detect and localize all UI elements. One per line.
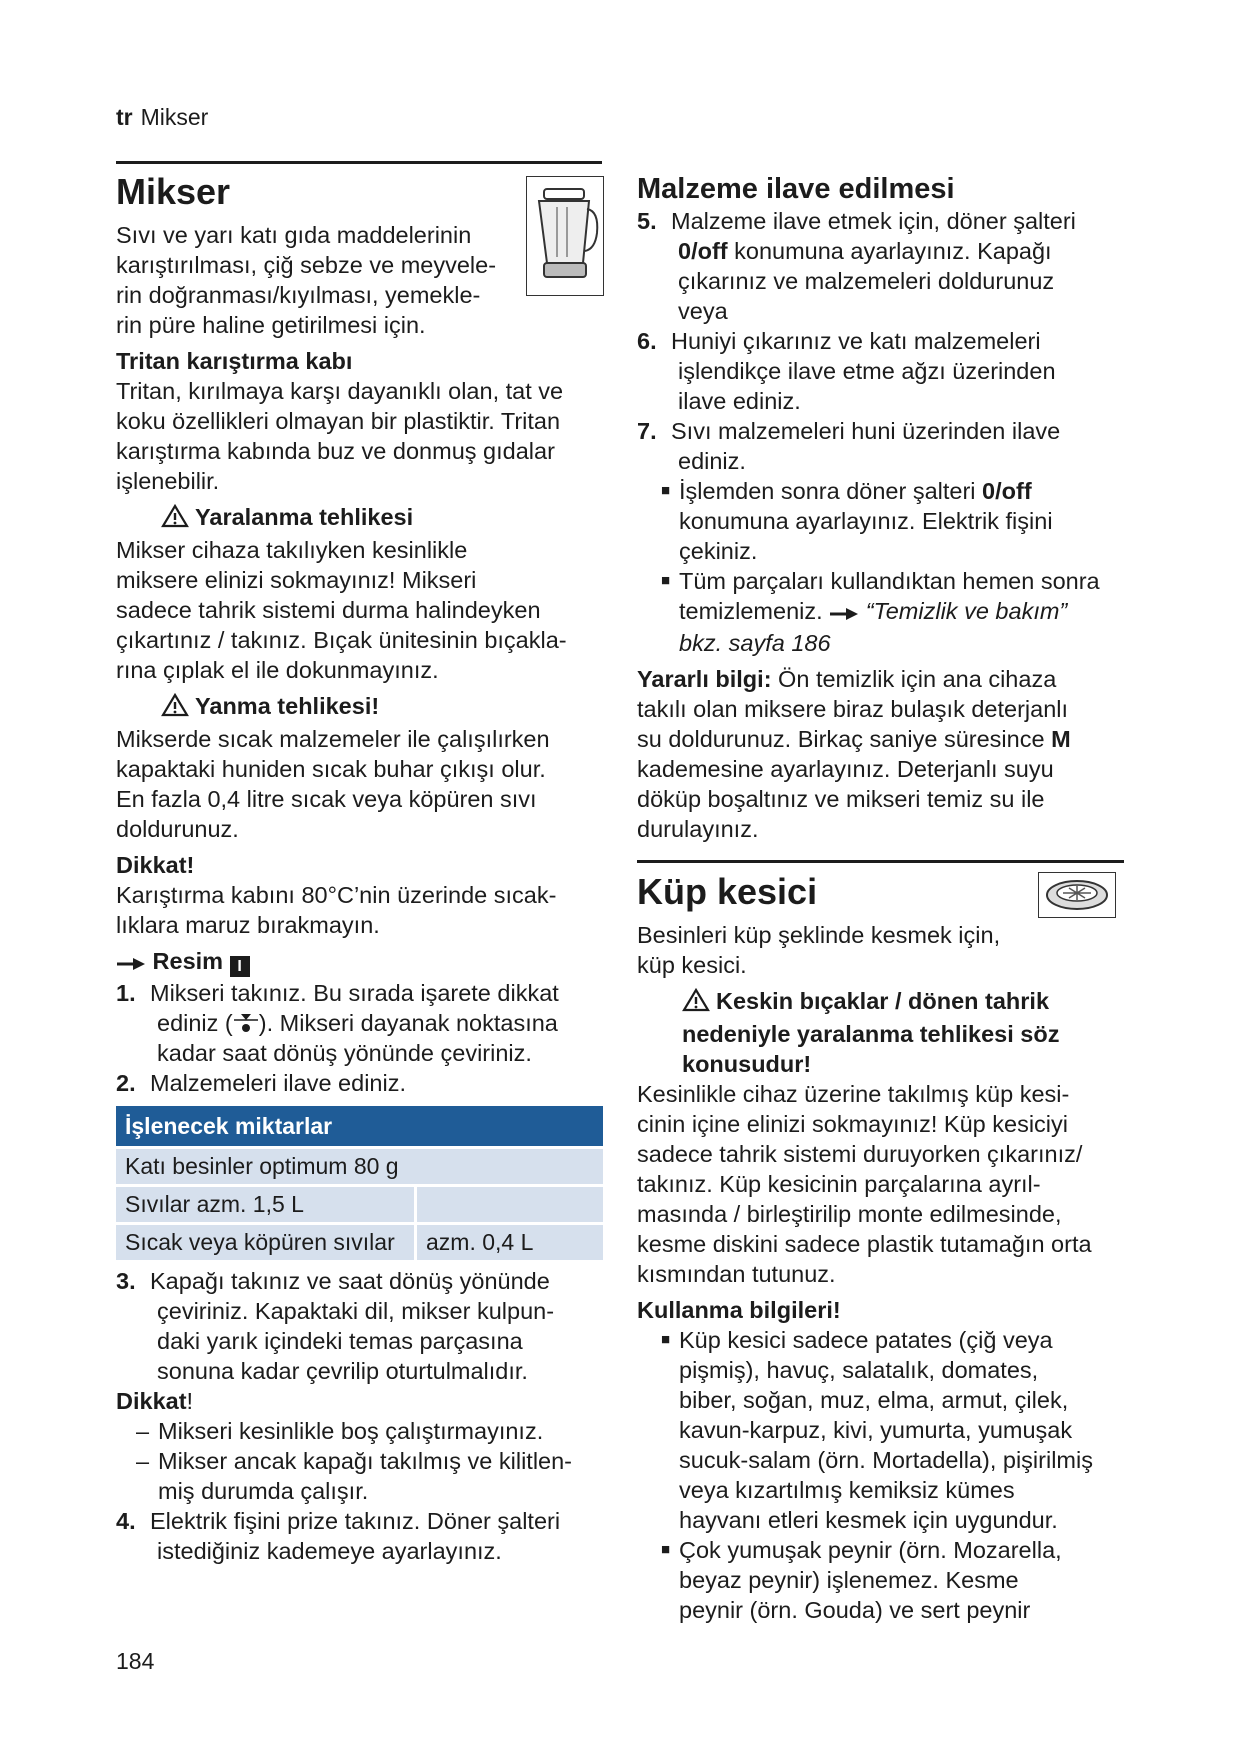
bullet-square-icon: ■ bbox=[661, 1541, 671, 1558]
bullet-text: konumuna ayarlayınız. Elektrik fişini bbox=[679, 508, 1053, 534]
speed-setting: M bbox=[1051, 725, 1071, 752]
injury-warning-line: miksere elinizi sokmayınız! Mikseri bbox=[116, 567, 477, 593]
step-number: 1. bbox=[116, 979, 136, 1006]
usage-heading: Kullanma bilgileri! bbox=[637, 1297, 841, 1323]
arrow-right-icon bbox=[829, 598, 859, 628]
step-4-line: istediğiniz kademeye ayarlayınız. bbox=[157, 1537, 502, 1564]
right-title-rule bbox=[637, 860, 1124, 863]
intro-line: rin püre haline getirilmesi için. bbox=[116, 312, 426, 338]
step-1 bbox=[116, 978, 606, 1068]
step-3-line: çeviriniz. Kapaktaki dil, mikser kulpun- bbox=[157, 1297, 555, 1324]
bullet-text: sucuk-salam (örn. Mortadella), pişirilmiş bbox=[679, 1447, 1093, 1473]
add-ingredients-heading: Malzeme ilave edilmesi bbox=[637, 173, 955, 205]
burn-warning-line: doldurunuz. bbox=[116, 816, 239, 842]
step-4-line: Elektrik fişini prize takınız. Döner şalteri bbox=[150, 1507, 561, 1534]
step-6-line: Huniyi çıkarınız ve katı malzemeleri bbox=[671, 328, 1041, 354]
tip-line bbox=[637, 724, 1127, 754]
bullet-text: biber, soğan, muz, elma, armut, çilek, bbox=[679, 1387, 1069, 1413]
left-column bbox=[116, 170, 606, 1566]
bullet-item bbox=[637, 476, 1127, 566]
tritan-line: koku özellikleri olmayan bir plastiktir. Tritan bbox=[116, 408, 561, 434]
injury-warning-line: Mikser cihaza takılıyken kesinlikle bbox=[116, 537, 468, 563]
bullet-text: Küp kesici sadece patates (çiğ veya bbox=[679, 1327, 1053, 1353]
bullet-text: veya kızartılmış kemiksiz kümes bbox=[679, 1477, 1015, 1503]
bullet-item bbox=[637, 1325, 1127, 1535]
bullet-text: beyaz peynir) işlenemez. Kesme bbox=[679, 1567, 1019, 1593]
step-5 bbox=[637, 206, 1127, 326]
left-title-rule bbox=[116, 161, 602, 164]
step-4 bbox=[116, 1506, 606, 1566]
step-number: 7. bbox=[637, 418, 657, 444]
step-5-text: konumuna ayarlayınız. Kapağı bbox=[727, 238, 1052, 264]
cube-text-line: kısmından tutunuz. bbox=[637, 1261, 836, 1287]
step-6-line: ilave ediniz. bbox=[678, 388, 801, 414]
dash-item: – Mikseri kesinlikle boş çalıştırmayınız. bbox=[136, 1417, 544, 1444]
language-code: tr bbox=[116, 104, 133, 130]
tip-text: Ön temizlik için ana cihaza bbox=[771, 665, 1057, 692]
caution-heading: Dikkat! bbox=[116, 852, 195, 878]
step-1-line: Mikseri takınız. Bu sırada işarete dikkat bbox=[150, 979, 559, 1006]
bullet-item bbox=[637, 566, 1127, 658]
step-1-line bbox=[150, 1010, 558, 1036]
cross-reference-page: bkz. sayfa 186 bbox=[679, 629, 831, 656]
table-cell: Katı besinler optimum 80 g bbox=[116, 1147, 603, 1185]
step-7-line: Sıvı malzemeleri huni üzerinden ilave bbox=[671, 418, 1061, 444]
tip-line: döküp boşaltınız ve mikseri temiz su ile bbox=[637, 785, 1045, 812]
step-5-line: veya bbox=[678, 298, 728, 324]
step-6 bbox=[637, 326, 1127, 416]
warning-triangle-icon bbox=[682, 988, 710, 1019]
bullet-text: hayvanı etleri kesmek için uygundur. bbox=[679, 1507, 1058, 1533]
table-cell bbox=[416, 1185, 604, 1223]
tip-line: kademesine ayarlayınız. Deterjanlı suyu bbox=[637, 755, 1054, 782]
injury-warning-line: rına çıplak el ile dokunmayınız. bbox=[116, 657, 439, 683]
cube-text-line: kesme diskini sadece plastik tutamağın orta bbox=[637, 1231, 1092, 1257]
bullet-text: pişmiş), havuç, salatalık, domates, bbox=[679, 1357, 1039, 1383]
cube-text-line: takınız. Küp kesicinin parçalarına ayrıl- bbox=[637, 1171, 1041, 1197]
cross-reference-link[interactable]: “Temizlik ve bakım” bbox=[865, 598, 1068, 624]
bullet-text: Çok yumuşak peynir (örn. Mozarella, bbox=[679, 1537, 1062, 1563]
cube-warning-heading bbox=[637, 986, 1127, 1019]
table-row bbox=[116, 1185, 603, 1223]
caution-2-heading bbox=[116, 1386, 606, 1416]
bullet-text: Tüm parçaları kullandıktan hemen sonra bbox=[679, 568, 1100, 594]
step-1-text-b: ). Mikseri dayanak noktasına bbox=[258, 1009, 558, 1036]
cube-text-line: cinin içine elinizi sokmayınız! Küp kesiciyi bbox=[637, 1111, 1068, 1137]
cube-text-line: masında / birleştirilip monte edilmesinde, bbox=[637, 1201, 1062, 1227]
step-7 bbox=[637, 416, 1127, 476]
table-cell: Sıcak veya köpüren sıvılar bbox=[116, 1223, 416, 1260]
step-6-line: işlendikçe ilave etme ağzı üzerinden bbox=[678, 358, 1056, 384]
burn-warning-heading bbox=[116, 691, 606, 724]
bullet-square-icon: ■ bbox=[661, 1331, 671, 1348]
caution-2-label: Dikkat bbox=[116, 1387, 187, 1414]
burn-warning-line: En fazla 0,4 litre sıcak veya köpüren sıvı bbox=[116, 786, 537, 812]
bullet-text: çekiniz. bbox=[679, 538, 758, 564]
bullet-text: İşlemden sonra döner şalteri bbox=[679, 478, 983, 504]
injury-warning-line: sadece tahrik sistemi durma halindeyken bbox=[116, 597, 541, 623]
dash-item-text: Mikseri kesinlikle boş çalıştırmayınız. bbox=[158, 1417, 544, 1444]
step-number: 3. bbox=[116, 1267, 136, 1294]
step-1-line: kadar saat dönüş yönünde çeviriniz. bbox=[157, 1039, 532, 1066]
running-header bbox=[116, 104, 208, 131]
tip-label: Yararlı bilgi: bbox=[637, 665, 772, 692]
intro-line: rin doğranması/kıyılması, yemekle- bbox=[116, 282, 481, 308]
step-number: 2. bbox=[116, 1069, 136, 1096]
bullet-text: kavun-karpuz, kivi, yumurta, yumuşak bbox=[679, 1417, 1073, 1443]
step-3-line: sonuna kadar çevrilip oturtulmalıdır. bbox=[157, 1357, 528, 1384]
cube-text-line: sadece tahrik sistemi duruyorken çıkarınız/ bbox=[637, 1141, 1083, 1167]
step-number: 6. bbox=[637, 328, 657, 354]
bullet-text: peynir (örn. Gouda) ve sert peynir bbox=[679, 1597, 1031, 1623]
cube-cutter-title: Küp kesici bbox=[637, 871, 818, 912]
figure-label: Resim bbox=[152, 948, 224, 974]
step-number: 4. bbox=[116, 1507, 136, 1534]
caution-line: lıklara maruz bırakmayın. bbox=[116, 912, 380, 938]
cube-warning-line: Keskin bıçaklar / dönen tahrik bbox=[716, 988, 1050, 1014]
tip-text: su doldurunuz. Birkaç saniye süresince bbox=[637, 725, 1052, 752]
dash-item: – Mikser ancak kapağı takılmış ve kilitlen- miş durumda çalışır. bbox=[136, 1447, 573, 1504]
cube-warning-line: nedeniyle yaralanma tehlikesi söz bbox=[682, 1021, 1060, 1047]
step-7-line: ediniz. bbox=[678, 448, 746, 474]
table-header: İşlenecek miktarlar bbox=[116, 1106, 603, 1148]
table-row bbox=[116, 1147, 603, 1185]
mixer-title: Mikser bbox=[116, 171, 231, 212]
tritan-line: Tritan, kırılmaya karşı dayanıklı olan, tat ve bbox=[116, 378, 564, 404]
table-cell: azm. 0,4 L bbox=[416, 1223, 604, 1260]
quantities-table bbox=[116, 1106, 603, 1260]
caution-2-mark: ! bbox=[186, 1387, 194, 1414]
section-name: Mikser bbox=[140, 104, 209, 130]
step-2 bbox=[116, 1068, 606, 1098]
bullet-square-icon: ■ bbox=[661, 572, 671, 589]
step-2-text: Malzemeleri ilave ediniz. bbox=[150, 1069, 406, 1096]
step-3-line: Kapağı takınız ve saat dönüş yönünde bbox=[150, 1267, 550, 1294]
warning-triangle-icon bbox=[161, 693, 189, 724]
step-3 bbox=[116, 1266, 606, 1386]
warning-triangle-icon bbox=[161, 504, 189, 535]
arrow-right-icon bbox=[116, 948, 146, 978]
figure-reference bbox=[116, 946, 606, 978]
intro-line: Sıvı ve yarı katı gıda maddelerinin bbox=[116, 222, 472, 248]
step-5-line bbox=[671, 238, 1052, 264]
burn-warning-line: kapaktaki huniden sıcak buhar çıkışı olur. bbox=[116, 756, 546, 782]
table-cell: Sıvılar azm. 1,5 L bbox=[116, 1185, 416, 1223]
step-number: 5. bbox=[637, 208, 657, 234]
injury-warning-heading bbox=[116, 502, 606, 535]
caution-line: Karıştırma kabını 80°C’nin üzerinde sıcak- bbox=[116, 882, 557, 908]
injury-warning-line: çıkartınız / takınız. Bıçak ünitesinin bıçakla- bbox=[116, 627, 567, 653]
cube-text-line: Kesinlikle cihaz üzerine takılmış küp kesi- bbox=[637, 1081, 1070, 1107]
bullet-square-icon: ■ bbox=[661, 482, 671, 499]
tip-line: takılı olan miksere biraz bulaşık deterjanlı bbox=[637, 695, 1069, 722]
burn-warning-line: Mikserde sıcak malzemeler ile çalışılırken bbox=[116, 726, 550, 752]
step-5-line: çıkarınız ve malzemeleri doldurunuz bbox=[678, 268, 1055, 294]
alignment-mark-icon bbox=[233, 1010, 259, 1036]
cube-warning-line: konusudur! bbox=[682, 1051, 812, 1077]
intro-line: karıştırılması, çiğ sebze ve meyvele- bbox=[116, 252, 497, 278]
dash-item-text: miş durumda çalışır. bbox=[158, 1477, 369, 1504]
tip-line: durulayınız. bbox=[637, 815, 759, 842]
cube-intro-line: Besinleri küp şeklinde kesmek için, bbox=[637, 922, 1001, 948]
tritan-heading: Tritan karıştırma kabı bbox=[116, 348, 353, 374]
figure-number-badge: I bbox=[230, 956, 250, 977]
switch-position: 0/off bbox=[982, 478, 1032, 504]
burn-warning-title: Yanma tehlikesi! bbox=[195, 693, 380, 719]
injury-warning-title: Yaralanma tehlikesi bbox=[195, 504, 414, 530]
cube-intro-line: küp kesici. bbox=[637, 952, 747, 978]
step-3-line: daki yarık içindeki temas parçasına bbox=[157, 1327, 523, 1354]
right-column bbox=[637, 172, 1127, 844]
step-5-line: Malzeme ilave etmek için, döner şalteri bbox=[671, 208, 1076, 234]
right-column-lower bbox=[637, 870, 1127, 1625]
tritan-line: işlenebilir. bbox=[116, 468, 220, 494]
bullet-text: temizlemeniz. bbox=[679, 598, 823, 624]
tritan-line: karıştırma kabında buz ve donmuş gıdalar bbox=[116, 438, 555, 464]
page-number: 184 bbox=[116, 1648, 155, 1674]
step-1-text-a: ediniz ( bbox=[157, 1009, 233, 1036]
switch-position: 0/off bbox=[678, 238, 728, 264]
bullet-item bbox=[637, 1535, 1127, 1625]
tip-paragraph bbox=[637, 664, 1127, 694]
table-row bbox=[116, 1223, 603, 1260]
dash-item-text: Mikser ancak kapağı takılmış ve kilitlen- bbox=[158, 1447, 573, 1474]
